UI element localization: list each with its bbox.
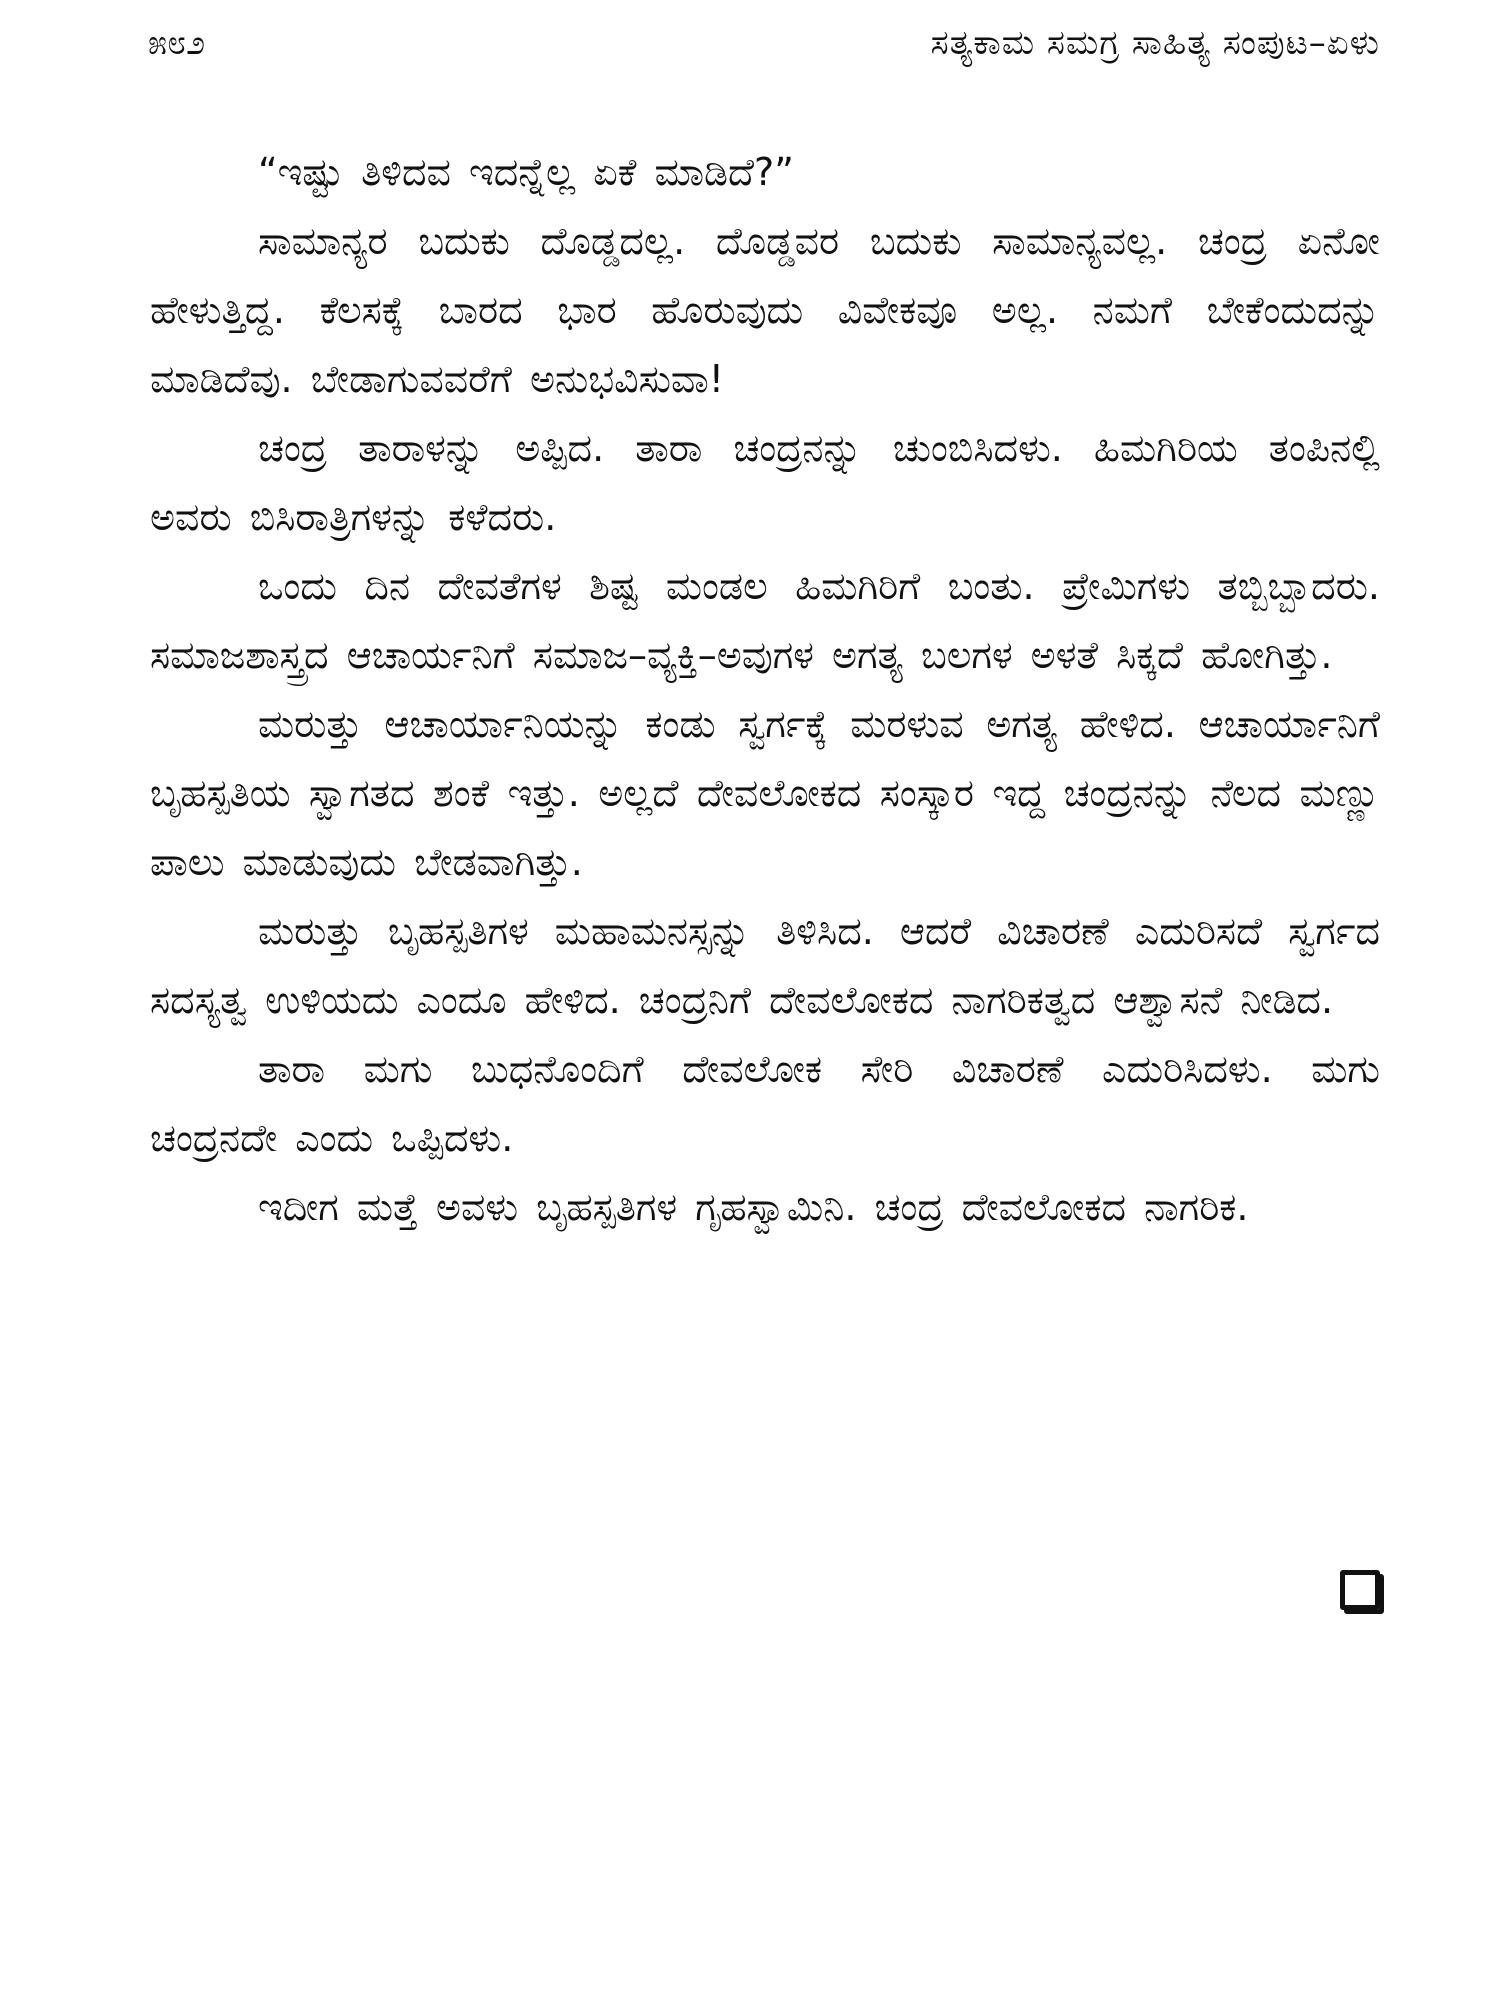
paragraph: “ಇಷ್ಟು ತಿಳಿದವ ಇದನ್ನೆಲ್ಲ ಏಕೆ ಮಾಡಿದೆ?”: [258, 150, 794, 194]
book-title: ಸತ್ಯಕಾಮ ಸಮಗ್ರ ಸಾಹಿತ್ಯ ಸಂಪುಟ–ಏಳು: [930, 23, 1380, 63]
page-number: ೫೮೨: [148, 23, 206, 63]
paragraph: ತಾರಾ ಮಗು ಬುಧನೊಂದಿಗೆ ದೇವಲೋಕ ಸೇರಿ ವಿಚಾರಣೆ ಎದುರಿಸಿದಳು. ಮಗು ಚಂದ್ರನದೇ ಎಂದು ಒಪ್ಪಿದಳು.: [150, 1047, 1380, 1160]
paragraph: ಮರುತ್ತು ಆಚಾರ್ಯಾನಿಯನ್ನು ಕಂಡು ಸ್ವರ್ಗಕ್ಕೆ ಮರಳುವ ಅಗತ್ಯ ಹೇಳಿದ. ಆಚಾರ್ಯಾನಿಗೆ ಬೃಹಸ್ಪತಿಯ ಸ್ವಾಗತದ ಶಂಕೆ ಇತ್ತು. ಅಲ್ಲದೆ ದೇವಲೋಕದ ಸಂಸ್ಕಾರ ಇದ್ದ ಚಂದ್ರನನ್ನು ನೆಲದ ಮಣ್ಣು ಪಾಲು ಮಾಡುವುದು ಬೇಡವಾಗಿತ್ತು.: [150, 702, 1380, 884]
running-header: [148, 18, 1380, 68]
end-of-chapter-square-icon: [1340, 1570, 1380, 1610]
paragraph: ಇದೀಗ ಮತ್ತೆ ಅವಳು ಬೃಹಸ್ಪತಿಗಳ ಗೃಹಸ್ವಾಮಿನಿ. ಚಂದ್ರ ದೇವಲೋಕದ ನಾಗರಿಕ.: [258, 1185, 1249, 1229]
paragraph: ಸಾಮಾನ್ಯರ ಬದುಕು ದೊಡ್ಡದಲ್ಲ. ದೊಡ್ಡವರ ಬದುಕು ಸಾಮಾನ್ಯವಲ್ಲ. ಚಂದ್ರ ಏನೋ ಹೇಳುತ್ತಿದ್ದ. ಕೆಲಸಕ್ಕೆ ಬಾರದ ಭಾರ ಹೊರುವುದು ವಿವೇಕವೂ ಅಲ್ಲ. ನಮಗೆ ಬೇಕೆಂದುದನ್ನು ಮಾಡಿದೆವು. ಬೇಡಾಗುವವರೆಗೆ ಅನುಭವಿಸುವಾ!: [150, 219, 1380, 401]
body-text: [150, 138, 1380, 1242]
paragraph: ಒಂದು ದಿನ ದೇವತೆಗಳ ಶಿಷ್ಟ ಮಂಡಲ ಹಿಮಗಿರಿಗೆ ಬಂತು. ಪ್ರೇಮಿಗಳು ತಬ್ಬಿಬ್ಬಾದರು. ಸಮಾಜಶಾಸ್ತ್ರದ ಆಚಾರ್ಯನಿಗೆ ಸಮಾಜ–ವ್ಯಕ್ತಿ–ಅವುಗಳ ಅಗತ್ಯ ಬಲಗಳ ಅಳತೆ ಸಿಕ್ಕದೆ ಹೋಗಿತ್ತು.: [150, 564, 1380, 677]
paragraph: ಚಂದ್ರ ತಾರಾಳನ್ನು ಅಪ್ಪಿದ. ತಾರಾ ಚಂದ್ರನನ್ನು ಚುಂಬಿಸಿದಳು. ಹಿಮಗಿರಿಯ ತಂಪಿನಲ್ಲಿ ಅವರು ಬಿಸಿರಾತ್ರಿಗಳನ್ನು ಕಳೆದರು.: [150, 426, 1380, 539]
paragraph: ಮರುತ್ತು ಬೃಹಸ್ಪತಿಗಳ ಮಹಾಮನಸ್ಸನ್ನು ತಿಳಿಸಿದ. ಆದರೆ ವಿಚಾರಣೆ ಎದುರಿಸದೆ ಸ್ವರ್ಗದ ಸದಸ್ಯತ್ವ ಉಳಿಯದು ಎಂದೂ ಹೇಳಿದ. ಚಂದ್ರನಿಗೆ ದೇವಲೋಕದ ನಾಗರಿಕತ್ವದ ಆಶ್ವಾಸನೆ ನೀಡಿದ.: [150, 909, 1380, 1022]
